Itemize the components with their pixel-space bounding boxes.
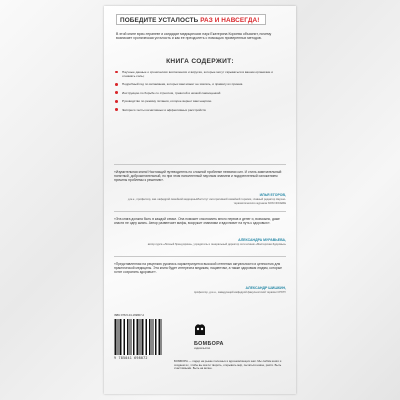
publisher-description: БОМБОРА — лидер на рынке полезных и вдохновляющих книг. Мы любим книги и создаем их, чтобы вы могли творить, открывать мир, пытаться новое, расти. Быть счастливыми. Быть на волне. xyxy=(174,359,282,371)
review-author-role: автор курса «Личный бренд врача», учредитель и генеральный директор сети клиник «Мастерская Здоровья» xyxy=(147,243,286,246)
bullet-icon xyxy=(115,71,118,74)
review-text: «Эта книга должна быть в каждой семье. Она поможет сэкономить много нервов и денег и, возможно, даже спасти не одну жизнь. Автор развенчает мифы, вооружит знаниями и вдохновит на путь к здоровью». xyxy=(114,217,280,226)
bombora-logo-icon xyxy=(194,322,206,336)
barcode-icon xyxy=(114,319,162,355)
headline-banner xyxy=(116,14,266,25)
divider xyxy=(114,164,286,165)
barcode-digits: 9 785041 698072 xyxy=(114,356,148,360)
isbn: ISBN 978-5-04-169807-2 xyxy=(114,314,145,317)
contents-title: КНИГА СОДЕРЖИТ: xyxy=(166,58,234,65)
review-text: «Изумительная книга! Настоящий путеводитель по сложной проблеме нехватки сил. И стиль замечательный: понятный, доброжелательный, но при этом наполненный научным знанием и подкрепленный изложением причины проблемы к решению». xyxy=(114,170,283,183)
publisher-logo xyxy=(194,322,230,348)
divider xyxy=(114,211,286,212)
bullet-icon xyxy=(115,108,118,111)
headline-accent: РАЗ И НАВСЕГДА! xyxy=(200,17,260,24)
list-item: Руководство по режиму питания, которое вернет вам энергию xyxy=(114,99,286,103)
contents-list xyxy=(114,70,286,116)
review-text: «Представленная на рецензию рукопись характеризуется высокой степенью актуальности и ценностью для практической медицины. Эта книга будет интересна медикам, пациентам, а также здоровым людям, которые хотят сохранить здоровье». xyxy=(114,262,282,275)
barcode-block xyxy=(114,314,164,386)
list-item: Экспресс-тесты когнитивных и аффективных расстройств xyxy=(114,108,286,112)
list-item: Подробный гид по витаминам, которых вам может не хватать, и правилу их приема xyxy=(114,82,286,86)
list-item: Научные данные о хронических воспалениях и вирусах, которые могут скрываться в вашем организме и отнимать силы; xyxy=(114,70,286,78)
review-author: ИЛЬЯ ЕГОРОВ, xyxy=(259,193,286,197)
logo-name: БОМБОРА xyxy=(194,341,224,347)
headline-main: ПОБЕДИТЕ УСТАЛОСТЬ xyxy=(120,17,201,24)
review-author: АЛЕКСАНДР ШИШКИН, xyxy=(245,286,286,290)
logo-subtitle: издательство xyxy=(194,347,211,350)
bullet-icon xyxy=(115,83,118,86)
book-back-cover xyxy=(104,6,296,394)
review-author-role: д.м.н., профессор, зав. кафедрой семейной медицины/Институт интегративной семейной терапии, главный редактор Научно-терапевтического журнала NON NOCERE xyxy=(127,198,286,205)
intro-paragraph: В этой книге врач-терапевт и кандидат медицинских наук Екатерина Корсева объяснит, почему возникает хроническая усталость и как ее преодолеть с помощью проверенных методов. xyxy=(116,32,272,41)
bullet-icon xyxy=(115,100,118,103)
review-author-role: профессор, д.м.н., заведующий кафедрой факультетской терапии СПбГУ xyxy=(193,291,286,294)
divider xyxy=(114,256,286,257)
bullet-icon xyxy=(115,91,118,94)
list-item: Инструкцию по борьбе со стрессом, тревогой и низкой самооценкой xyxy=(114,91,286,95)
review-author: АЛЕКСАНДРА МУРАВЬЕВА, xyxy=(238,238,286,242)
